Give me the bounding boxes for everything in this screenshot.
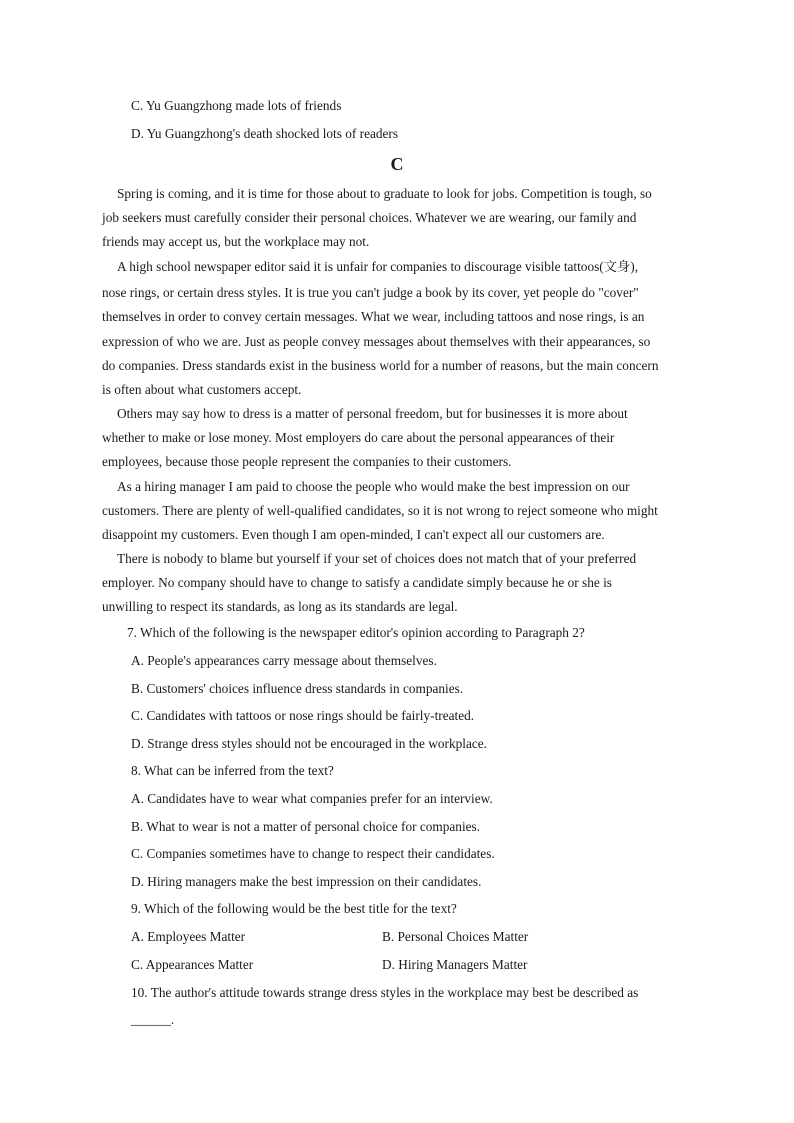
question-7-stem: 7. Which of the following is the newspaper editor's opinion according to Paragraph 2? bbox=[127, 625, 585, 640]
passage-line: disappoint my customers. Even though I am open-minded, I can't expect all our customers are. bbox=[102, 527, 605, 542]
passage-line: There is nobody to blame but yourself if your set of choices does not match that of your preferred bbox=[117, 551, 637, 566]
passage-line: As a hiring manager I am paid to choose the people who would make the best impression on our bbox=[117, 479, 630, 494]
question-10-stem: 10. The author's attitude towards strange dress styles in the workplace may best be described as bbox=[131, 985, 639, 1000]
passage-line: themselves in order to convey certain messages. What we wear, including tattoos and nose rings, is an bbox=[102, 309, 645, 324]
question-9-option-b: B. Personal Choices Matter bbox=[382, 929, 529, 944]
question-9-option-a: A. Employees Matter bbox=[131, 929, 246, 944]
passage-line: is often about what customers accept. bbox=[102, 382, 302, 397]
passage-line: job seekers must carefully consider their personal choices. Whatever we are wearing, our family and bbox=[102, 210, 637, 225]
prev-option-d: D. Yu Guangzhong's death shocked lots of readers bbox=[131, 126, 399, 141]
question-7-option-a: A. People's appearances carry message about themselves. bbox=[131, 653, 437, 668]
passage-line: do companies. Dress standards exist in the business world for a number of reasons, but the main concern bbox=[102, 358, 659, 373]
question-9-option-c: C. Appearances Matter bbox=[131, 957, 254, 972]
passage-line: employer. No company should have to change to satisfy a candidate simply because he or she is bbox=[102, 575, 612, 590]
question-8-stem: 8. What can be inferred from the text? bbox=[131, 763, 334, 778]
passage-line: Others may say how to dress is a matter of personal freedom, but for businesses it is more about bbox=[117, 406, 628, 421]
passage-line: unwilling to respect its standards, as long as its standards are legal. bbox=[102, 599, 458, 614]
question-7-option-c: C. Candidates with tattoos or nose rings should be fairly-treated. bbox=[131, 708, 475, 723]
passage-line: Spring is coming, and it is time for those about to graduate to look for jobs. Competition is tough, so bbox=[117, 186, 652, 201]
question-7-option-d: D. Strange dress styles should not be encouraged in the workplace. bbox=[131, 736, 487, 751]
answer-blank: ______. bbox=[131, 1012, 175, 1027]
passage-line: customers. There are plenty of well-qualified candidates, so it is not wrong to reject someone who might bbox=[102, 503, 658, 518]
question-8-option-c: C. Companies sometimes have to change to respect their candidates. bbox=[131, 846, 495, 861]
question-8-option-d: D. Hiring managers make the best impression on their candidates. bbox=[131, 874, 482, 889]
question-9-stem: 9. Which of the following would be the best title for the text? bbox=[131, 901, 457, 916]
section-title: C bbox=[390, 154, 404, 174]
question-8-option-b: B. What to wear is not a matter of personal choice for companies. bbox=[131, 819, 481, 834]
prev-option-c: C. Yu Guangzhong made lots of friends bbox=[131, 98, 342, 113]
passage-line: A high school newspaper editor said it is unfair for companies to discourage visible tattoos(文身), bbox=[117, 259, 639, 274]
passage-line: friends may accept us, but the workplace may not. bbox=[102, 234, 370, 249]
question-7-option-b: B. Customers' choices influence dress standards in companies. bbox=[131, 681, 464, 696]
passage-line: employees, because those people represent the companies to their customers. bbox=[102, 454, 512, 469]
passage-line: whether to make or lose money. Most employers do care about the personal appearances of their bbox=[102, 430, 615, 445]
passage-line: expression of who we are. Just as people convey messages about themselves with their appearances, so bbox=[102, 334, 651, 349]
passage-line: nose rings, or certain dress styles. It is true you can't judge a book by its cover, yet people do "cover" bbox=[102, 285, 639, 300]
question-9-option-d: D. Hiring Managers Matter bbox=[382, 957, 528, 972]
question-8-option-a: A. Candidates have to wear what companies prefer for an interview. bbox=[131, 791, 493, 806]
